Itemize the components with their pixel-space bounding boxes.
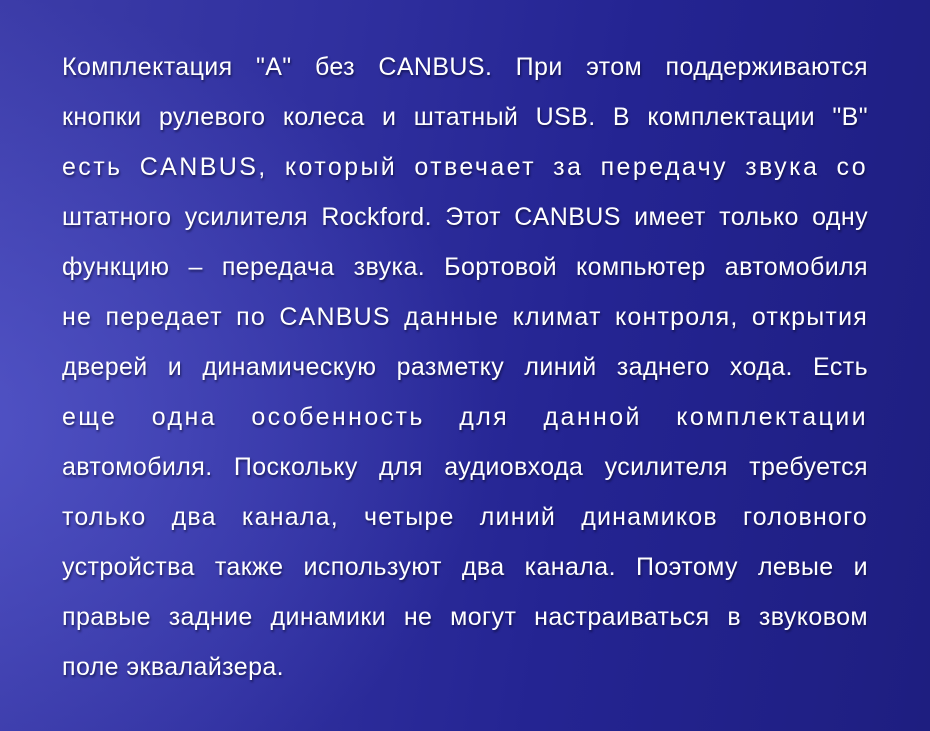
paragraph-line: еще одна особенность для данной комплектации	[62, 403, 868, 431]
paragraph-line: дверей и динамическую разметку линий заднего хода. Есть	[62, 353, 868, 381]
paragraph-line: не передает по CANBUS данные климат контроля, открытия	[62, 303, 868, 331]
paragraph-line: есть CANBUS, который отвечает за передачу звука со	[62, 153, 868, 181]
paragraph-line: кнопки рулевого колеса и штатный USB. В комплектации "В"	[62, 103, 868, 131]
paragraph-line: автомобиля. Поскольку для аудиовхода усилителя требуется	[62, 453, 868, 481]
paragraph-line: поле эквалайзера.	[62, 653, 285, 681]
paragraph-line: правые задние динамики не могут настраиваться в звуковом	[62, 603, 868, 631]
paragraph-line: Комплектация "А" без CANBUS. При этом поддерживаются	[62, 53, 868, 81]
paragraph-line: функцию – передача звука. Бортовой компьютер автомобиля	[62, 253, 868, 281]
paragraph-line: только два канала, четыре линий динамиков головного	[62, 503, 868, 531]
paragraph-line: устройства также используют два канала. Поэтому левые и	[62, 553, 868, 581]
text-block	[62, 42, 868, 692]
paragraph-line: штатного усилителя Rockford. Этот CANBUS имеет только одну	[62, 203, 868, 231]
